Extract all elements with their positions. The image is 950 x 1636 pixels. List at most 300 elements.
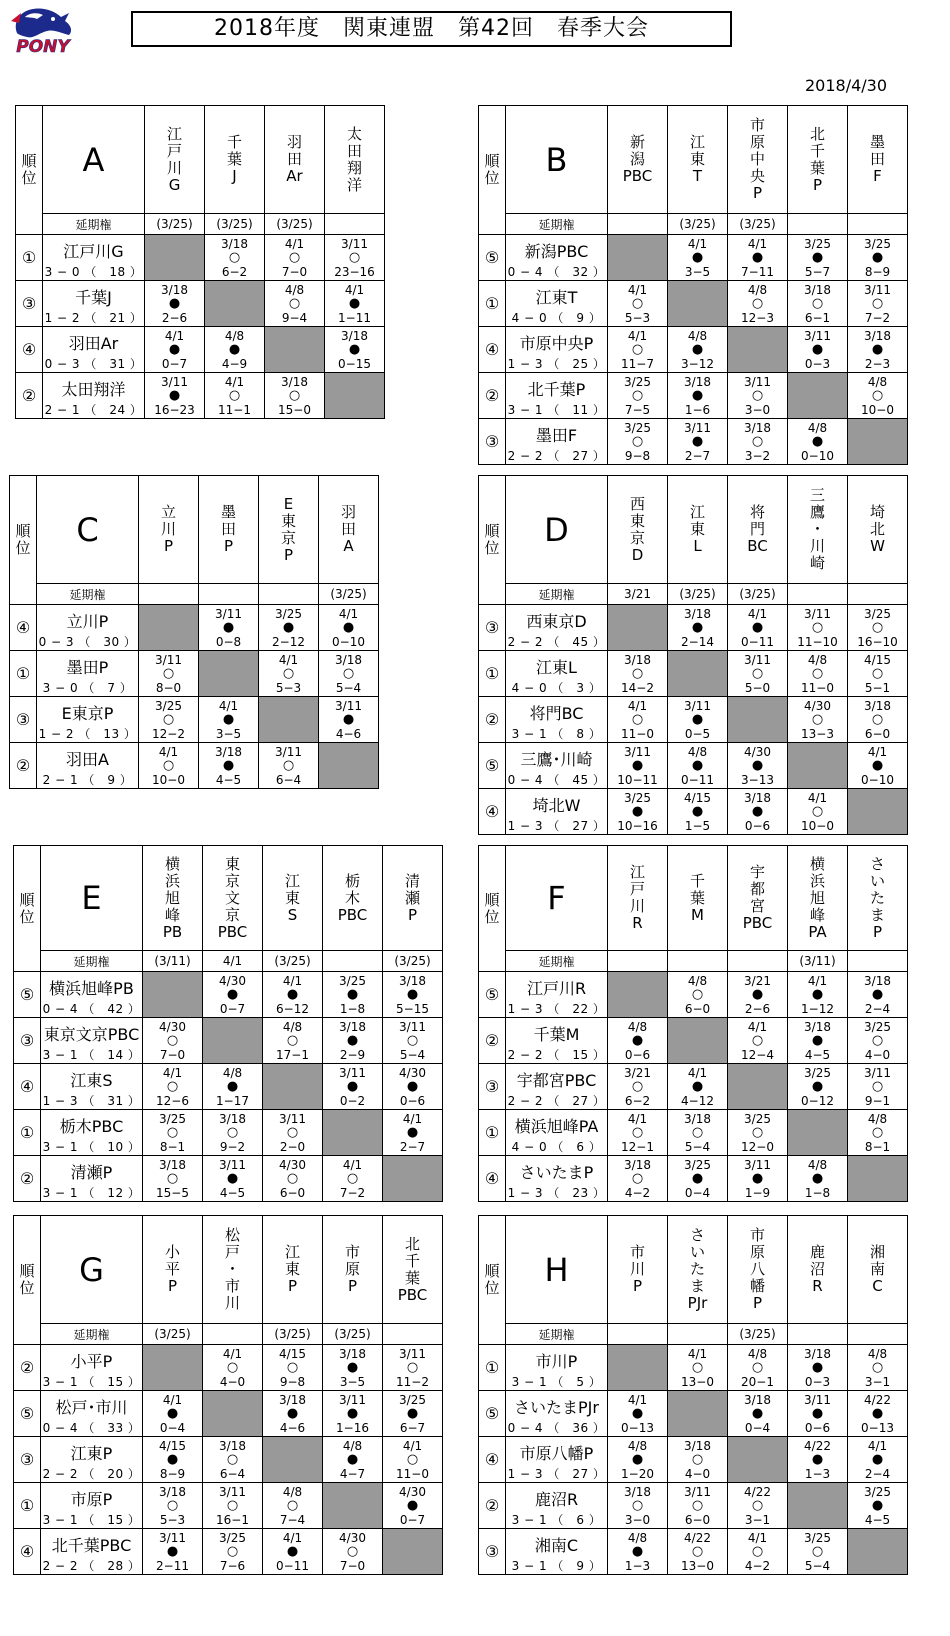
team-name: 千葉M (533, 1024, 580, 1044)
match-result-mark: ● (691, 1170, 704, 1186)
column-header: 千 葉 M (668, 846, 728, 951)
match-result-mark: ● (871, 1405, 884, 1421)
team-rank: ① (479, 651, 506, 697)
match-cell (728, 1483, 788, 1529)
match-date: 3/11 (161, 374, 188, 389)
match-result-mark: ● (691, 757, 704, 773)
match-date: 3/11 (341, 236, 368, 251)
team-row (479, 697, 908, 743)
match-result-mark: ● (348, 295, 361, 311)
extension-value: (3/25) (143, 1324, 203, 1345)
match-result-mark: ○ (691, 1451, 704, 1467)
match-result-mark: ● (226, 1078, 239, 1094)
match-score: 11−1 (218, 402, 251, 417)
match-date: 3/25 (804, 1530, 831, 1545)
match-cell (788, 972, 848, 1018)
match-date: 3/18 (684, 606, 711, 621)
rank-header: 順 位 (14, 846, 41, 972)
extension-value (325, 214, 385, 235)
match-cell (143, 1064, 203, 1110)
match-cell (259, 605, 319, 651)
self-match-cell (323, 1483, 383, 1529)
team-record: 4 − 0 （ 6 ） (511, 1139, 602, 1154)
match-cell (848, 327, 908, 373)
match-score: 3−5 (215, 726, 242, 741)
match-score: 5−1 (864, 680, 891, 695)
match-score: 20−1 (741, 1374, 774, 1389)
extension-value: (3/25) (205, 214, 265, 235)
team-cell (506, 373, 608, 419)
match-result-mark: ○ (751, 1032, 764, 1048)
match-cell (728, 789, 788, 835)
match-score: 2−3 (864, 356, 891, 371)
match-cell (788, 235, 848, 281)
extension-label: 延期権 (37, 584, 139, 605)
match-date: 3/18 (215, 744, 242, 759)
team-record: 1 − 2 （ 21 ） (44, 310, 143, 325)
match-date: 4/30 (219, 973, 246, 988)
match-cell (259, 743, 319, 789)
match-date: 4/30 (279, 1157, 306, 1172)
match-date: 4/1 (344, 282, 365, 297)
self-match-cell (788, 743, 848, 789)
column-header: 三 鷹 ・ 川 崎 (788, 476, 848, 584)
team-rank: ⑤ (479, 972, 506, 1018)
team-rank: ① (479, 1345, 506, 1391)
match-result-mark: ● (286, 1543, 299, 1559)
match-result-mark: ○ (751, 1543, 764, 1559)
match-cell (203, 1064, 263, 1110)
team-rank: ④ (16, 327, 43, 373)
match-score: 23−16 (334, 264, 375, 279)
match-date: 4/30 (159, 1019, 186, 1034)
match-date: 4/8 (282, 1484, 303, 1499)
match-result-mark: ● (871, 1497, 884, 1513)
match-score: 2−6 (744, 1001, 771, 1016)
team-record: 2 − 1 （ 24 ） (44, 402, 143, 417)
match-cell (668, 1483, 728, 1529)
team-record: 0 − 4 （ 45 ） (507, 772, 606, 787)
match-score: 0−3 (804, 1374, 831, 1389)
match-cell (143, 1110, 203, 1156)
team-rank: ② (14, 1345, 41, 1391)
match-date: 3/11 (684, 420, 711, 435)
match-date: 4/8 (807, 1157, 828, 1172)
extension-row (479, 1324, 908, 1345)
match-date: 4/1 (867, 744, 888, 759)
column-header: 新 潟 PBC (608, 106, 668, 214)
extension-value: 3/21 (608, 584, 668, 605)
match-cell (848, 605, 908, 651)
match-cell (728, 1156, 788, 1202)
match-result-mark: ● (691, 249, 704, 265)
match-result-mark: ● (691, 341, 704, 357)
match-date: 4/1 (747, 1530, 768, 1545)
team-row (16, 373, 385, 419)
team-record: 4 − 0 （ 9 ） (511, 310, 602, 325)
extension-value (788, 1324, 848, 1345)
team-name: 墨田F (535, 425, 578, 445)
match-date: 4/1 (222, 1346, 243, 1361)
match-cell (608, 1483, 668, 1529)
extension-value (323, 951, 383, 972)
team-record: 0 − 4 （ 33 ） (42, 1420, 141, 1435)
match-cell (199, 743, 259, 789)
match-cell (608, 1437, 668, 1483)
column-header: 宇 都 宮 PBC (728, 846, 788, 951)
team-name: 新潟PBC (524, 241, 589, 261)
match-result-mark: ○ (226, 1543, 239, 1559)
match-date: 4/15 (159, 1438, 186, 1453)
match-cell (728, 1110, 788, 1156)
match-date: 3/11 (804, 606, 831, 621)
match-score: 2−4 (864, 1001, 891, 1016)
match-result-mark: ○ (406, 1032, 419, 1048)
rank-header: 順 位 (479, 846, 506, 972)
match-score: 14−2 (621, 680, 654, 695)
team-row (479, 1018, 908, 1064)
extension-value (728, 951, 788, 972)
match-date: 4/8 (807, 420, 828, 435)
column-header: 千 葉 J (205, 106, 265, 214)
extension-value: (3/25) (319, 584, 379, 605)
match-cell (383, 1437, 443, 1483)
header-row (10, 476, 379, 584)
match-score: 0−4 (159, 1420, 186, 1435)
match-cell (383, 972, 443, 1018)
extension-row (14, 1324, 443, 1345)
match-score: 11−0 (801, 680, 834, 695)
team-record: 3 − 1 （ 12 ） (42, 1185, 141, 1200)
match-cell (668, 419, 728, 465)
self-match-cell (608, 972, 668, 1018)
match-cell (265, 373, 325, 419)
team-rank: ③ (479, 1529, 506, 1575)
match-cell (139, 697, 199, 743)
group-name: B (506, 106, 608, 214)
team-row (479, 1529, 908, 1575)
match-date: 3/25 (159, 1111, 186, 1126)
match-result-mark: ○ (751, 1359, 764, 1375)
match-result-mark: ○ (228, 387, 241, 403)
match-result-mark: ● (282, 619, 295, 635)
match-score: 2−14 (681, 634, 714, 649)
match-result-mark: ○ (166, 1078, 179, 1094)
team-name: 松戸･市川 (55, 1397, 128, 1417)
match-result-mark: ○ (286, 1359, 299, 1375)
team-cell (506, 1529, 608, 1575)
match-cell (788, 419, 848, 465)
team-row (16, 281, 385, 327)
match-result-mark: ○ (871, 1032, 884, 1048)
match-score: 5−7 (804, 264, 831, 279)
match-date: 4/22 (684, 1530, 711, 1545)
match-result-mark: ● (871, 757, 884, 773)
team-name: 太田翔洋 (61, 379, 126, 399)
match-cell (608, 1018, 668, 1064)
match-result-mark: ● (346, 1405, 359, 1421)
match-date: 3/11 (335, 698, 362, 713)
team-record: 3 − 1 （ 9 ） (511, 1558, 602, 1573)
match-date: 4/8 (687, 744, 708, 759)
match-result-mark: ○ (288, 295, 301, 311)
self-match-cell (668, 1391, 728, 1437)
team-rank: ③ (16, 281, 43, 327)
extension-value: (3/25) (263, 951, 323, 972)
match-result-mark: ○ (162, 665, 175, 681)
match-result-mark: ○ (631, 1497, 644, 1513)
self-match-cell (259, 697, 319, 743)
extension-value: (3/25) (668, 584, 728, 605)
match-score: 12−4 (741, 1047, 774, 1062)
match-date: 3/25 (624, 790, 651, 805)
match-result-mark: ○ (751, 665, 764, 681)
match-date: 3/21 (744, 973, 771, 988)
match-score: 1−17 (216, 1093, 249, 1108)
match-date: 3/11 (219, 1157, 246, 1172)
team-rank: ⑤ (479, 1391, 506, 1437)
self-match-cell (668, 651, 728, 697)
match-cell (608, 1156, 668, 1202)
match-score: 12−0 (741, 1139, 774, 1154)
match-cell (608, 1529, 668, 1575)
match-result-mark: ○ (166, 1497, 179, 1513)
match-result-mark: ○ (631, 711, 644, 727)
match-cell (263, 1018, 323, 1064)
column-header: 東 京 文 京 PBC (203, 846, 263, 951)
extension-label: 延期権 (506, 1324, 608, 1345)
self-match-cell (265, 327, 325, 373)
match-cell (608, 373, 668, 419)
team-row (16, 327, 385, 373)
extension-label: 延期権 (506, 214, 608, 235)
team-name: 栃木PBC (59, 1116, 124, 1136)
match-cell (848, 373, 908, 419)
column-header: 江 東 P (263, 1216, 323, 1324)
match-score: 3−5 (339, 1374, 366, 1389)
team-cell (506, 1437, 608, 1483)
match-score: 1−9 (744, 1185, 771, 1200)
match-cell (143, 1437, 203, 1483)
match-cell (788, 1529, 848, 1575)
match-date: 3/11 (155, 652, 182, 667)
match-cell (668, 235, 728, 281)
match-cell (143, 1018, 203, 1064)
team-cell (506, 651, 608, 697)
match-result-mark: ○ (162, 711, 175, 727)
group-table-g (13, 1215, 443, 1575)
match-date: 3/18 (624, 652, 651, 667)
match-date: 4/1 (627, 1392, 648, 1407)
match-cell (323, 1345, 383, 1391)
match-score: 10−0 (152, 772, 185, 787)
match-date: 3/11 (159, 1530, 186, 1545)
match-cell (143, 1483, 203, 1529)
match-result-mark: ● (168, 387, 181, 403)
match-score: 3−0 (744, 402, 771, 417)
team-record: 4 − 0 （ 3 ） (511, 680, 602, 695)
match-result-mark: ○ (871, 619, 884, 635)
match-cell (848, 1391, 908, 1437)
column-header: 江 東 T (668, 106, 728, 214)
match-score: 0−4 (684, 1185, 711, 1200)
match-result-mark: ○ (631, 341, 644, 357)
match-cell (265, 281, 325, 327)
team-cell (37, 605, 139, 651)
match-cell (848, 235, 908, 281)
match-result-mark: ○ (811, 619, 824, 635)
match-score: 0−6 (399, 1093, 426, 1108)
extension-value: (3/25) (145, 214, 205, 235)
team-row (14, 1110, 443, 1156)
match-score: 3−2 (744, 448, 771, 463)
team-cell (506, 327, 608, 373)
match-date: 3/18 (339, 1019, 366, 1034)
match-score: 1−5 (684, 818, 711, 833)
match-cell (608, 1391, 668, 1437)
match-date: 3/11 (339, 1065, 366, 1080)
match-date: 4/1 (627, 1111, 648, 1126)
match-score: 8−1 (864, 1139, 891, 1154)
team-cell (41, 1110, 143, 1156)
match-score: 0−10 (332, 634, 365, 649)
match-result-mark: ○ (342, 665, 355, 681)
match-score: 5−4 (335, 680, 362, 695)
match-date: 3/18 (335, 652, 362, 667)
team-rank: ⑤ (479, 235, 506, 281)
match-score: 1−8 (804, 1185, 831, 1200)
match-result-mark: ● (168, 341, 181, 357)
match-result-mark: ○ (226, 1359, 239, 1375)
match-date: 3/18 (161, 282, 188, 297)
team-cell (41, 1345, 143, 1391)
self-match-cell (143, 1345, 203, 1391)
match-cell (668, 373, 728, 419)
match-cell (199, 605, 259, 651)
match-result-mark: ○ (691, 1124, 704, 1140)
team-record: 2 − 2 （ 28 ） (42, 1558, 141, 1573)
match-result-mark: ● (871, 249, 884, 265)
self-match-cell (728, 1437, 788, 1483)
match-date: 4/8 (747, 282, 768, 297)
team-row (479, 605, 908, 651)
match-date: 3/11 (624, 744, 651, 759)
match-score: 4−6 (279, 1420, 306, 1435)
match-result-mark: ● (168, 295, 181, 311)
self-match-cell (608, 235, 668, 281)
match-score: 9−8 (624, 448, 651, 463)
match-score: 7−6 (219, 1558, 246, 1573)
match-score: 11−7 (621, 356, 654, 371)
match-result-mark: ○ (288, 249, 301, 265)
team-record: 2 − 2 （ 45 ） (507, 634, 606, 649)
self-match-cell (139, 605, 199, 651)
match-date: 4/8 (342, 1438, 363, 1453)
team-rank: ③ (479, 419, 506, 465)
match-result-mark: ○ (288, 387, 301, 403)
team-name: 鹿沼R (534, 1489, 579, 1509)
match-score: 9−8 (279, 1374, 306, 1389)
match-score: 4−7 (339, 1466, 366, 1481)
extension-value (848, 951, 908, 972)
match-date: 3/18 (684, 1111, 711, 1126)
team-cell (43, 281, 145, 327)
match-score: 3−1 (744, 1512, 771, 1527)
match-cell (728, 1345, 788, 1391)
match-result-mark: ● (691, 433, 704, 449)
match-date: 4/8 (867, 1346, 888, 1361)
match-date: 3/18 (624, 1484, 651, 1499)
team-row (479, 1110, 908, 1156)
self-match-cell (608, 1345, 668, 1391)
match-cell (383, 1018, 443, 1064)
match-result-mark: ● (811, 433, 824, 449)
team-name: 清瀬P (70, 1162, 113, 1182)
extension-value: (3/25) (263, 1324, 323, 1345)
team-row (479, 1345, 908, 1391)
team-cell (506, 972, 608, 1018)
group-table-f (478, 845, 908, 1202)
match-date: 4/1 (687, 1065, 708, 1080)
match-cell (848, 1110, 908, 1156)
team-record: 0 − 4 （ 32 ） (507, 264, 606, 279)
extension-value (848, 214, 908, 235)
match-cell (323, 1018, 383, 1064)
match-date: 3/18 (219, 1111, 246, 1126)
match-date: 3/11 (804, 328, 831, 343)
match-score: 0−7 (161, 356, 188, 371)
match-result-mark: ● (406, 986, 419, 1002)
match-date: 4/1 (402, 1111, 423, 1126)
group-name: G (41, 1216, 143, 1324)
column-header: 小 平 P (143, 1216, 203, 1324)
rank-header: 順 位 (479, 476, 506, 605)
match-date: 4/1 (282, 1530, 303, 1545)
self-match-cell (728, 1064, 788, 1110)
match-result-mark: ○ (282, 757, 295, 773)
match-date: 4/1 (278, 652, 299, 667)
team-row (14, 1064, 443, 1110)
match-score: 0−13 (861, 1420, 894, 1435)
match-result-mark: ○ (691, 986, 704, 1002)
extension-row (14, 951, 443, 972)
match-score: 0−15 (338, 356, 371, 371)
match-result-mark: ● (346, 1032, 359, 1048)
team-row (479, 327, 908, 373)
match-cell (323, 1391, 383, 1437)
match-cell (788, 789, 848, 835)
match-result-mark: ● (222, 619, 235, 635)
extension-value (608, 1324, 668, 1345)
match-cell (788, 1391, 848, 1437)
match-result-mark: ● (346, 1359, 359, 1375)
team-rank: ② (16, 373, 43, 419)
match-cell (319, 697, 379, 743)
match-result-mark: ○ (751, 295, 764, 311)
match-result-mark: ● (871, 341, 884, 357)
match-score: 2−7 (399, 1139, 426, 1154)
column-header: 江 戸 川 R (608, 846, 668, 951)
match-result-mark: ○ (751, 1497, 764, 1513)
match-date: 4/8 (627, 1019, 648, 1034)
match-result-mark: ○ (751, 433, 764, 449)
team-row (479, 789, 908, 835)
team-row (479, 972, 908, 1018)
match-cell (788, 281, 848, 327)
team-record: 2 − 2 （ 27 ） (507, 1093, 606, 1108)
match-result-mark: ○ (871, 387, 884, 403)
match-date: 3/25 (804, 236, 831, 251)
